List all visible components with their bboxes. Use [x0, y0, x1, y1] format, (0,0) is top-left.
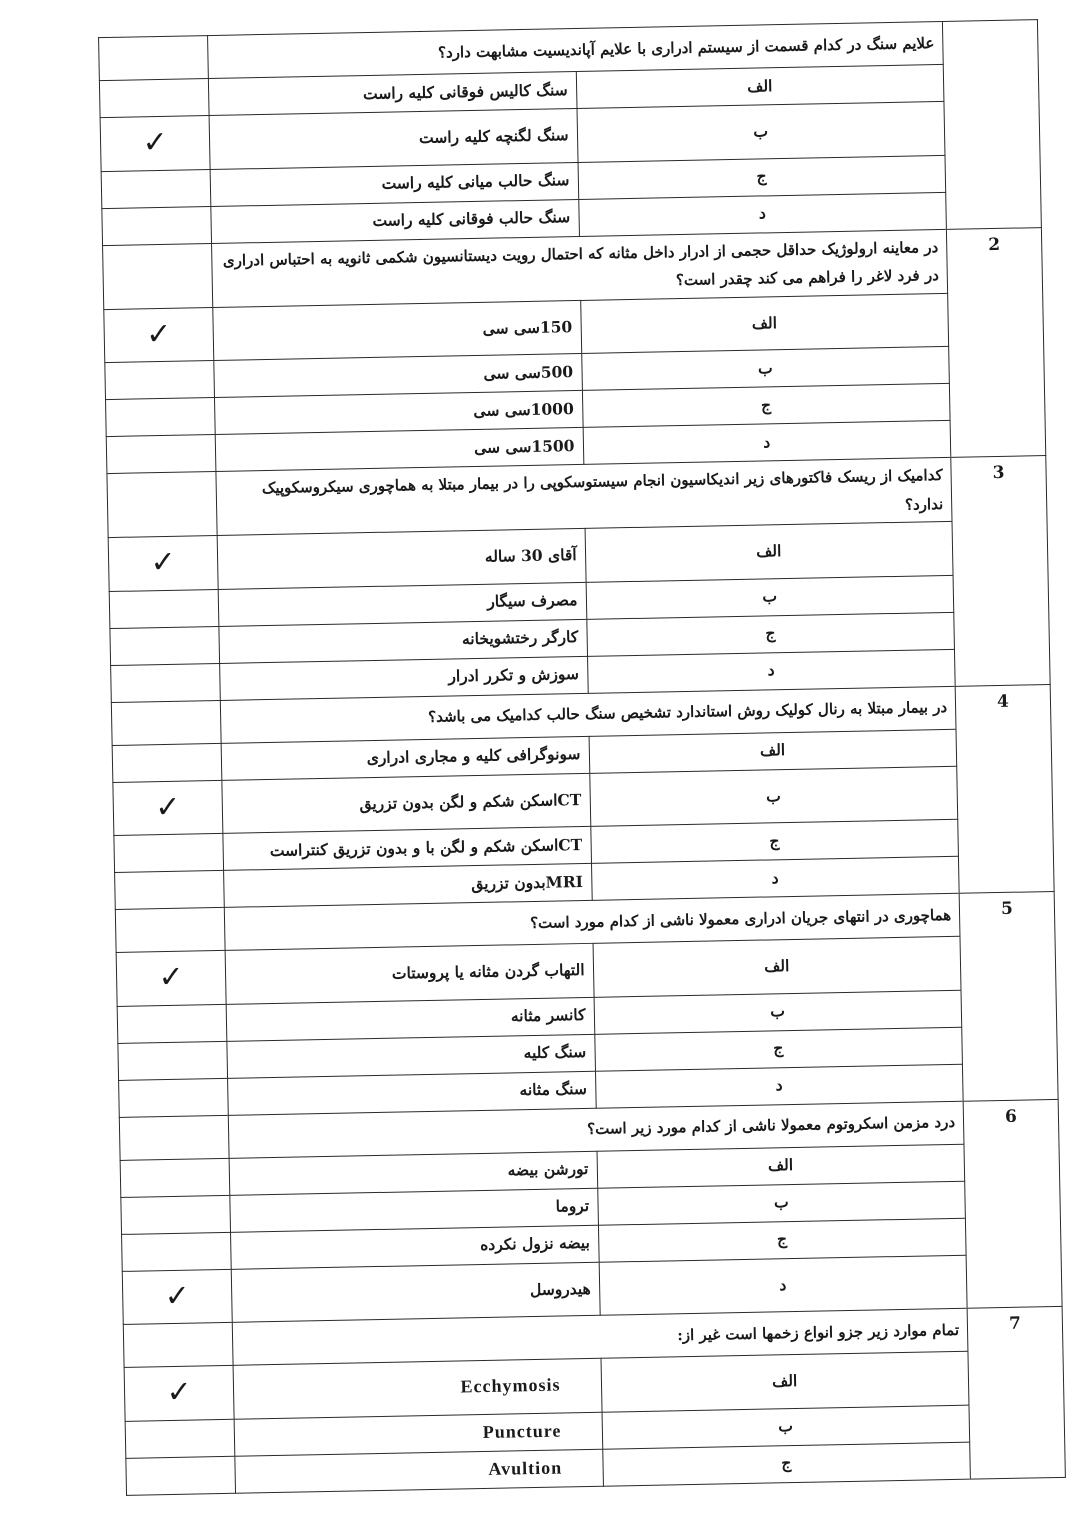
- answer-mark-cell: [99, 36, 209, 81]
- answer-mark-cell: [126, 1456, 236, 1495]
- option-label: سنگ لگنچه کلیه راست: [418, 125, 569, 148]
- option-label: بیضه نزول نکرده: [480, 1233, 590, 1255]
- option-key: د: [591, 856, 959, 900]
- option-key: الف: [576, 64, 944, 108]
- option-label: سنگ حالب فوقانی کلیه راست: [372, 207, 571, 231]
- option-label: سنگ کلیه: [523, 1042, 587, 1063]
- question-text: علایم سنگ در کدام قسمت از سیستم ادراری با علایم آپاندیسیت مشابهت دارد؟: [208, 21, 944, 78]
- answer-mark-cell: [117, 1004, 227, 1043]
- option-key: الف: [593, 936, 961, 997]
- option-label: مصرف سیگار: [487, 590, 578, 612]
- option-key: ج: [590, 819, 958, 863]
- option-key: الف: [597, 1144, 965, 1188]
- checkmark-icon: ✓: [164, 1278, 191, 1314]
- question-text: درد مزمن اسکروتوم معمولا ناشی از کدام مورد زیر است؟: [228, 1101, 964, 1158]
- option-label: 150سی سی: [482, 316, 573, 338]
- option-key: ج: [582, 383, 950, 427]
- checkmark-icon: ✓: [154, 789, 181, 825]
- answer-mark-cell: [99, 79, 209, 118]
- option-label: سنگ مثانه: [519, 1079, 588, 1100]
- question-number: 6: [963, 1099, 1062, 1308]
- option-label: کانسر مثانه: [510, 1005, 586, 1026]
- option-label: تورشن بیضه: [507, 1159, 589, 1180]
- checkmark-icon: ✓: [150, 544, 177, 581]
- option-label: CTاسکن شکم و لگن بدون تزریق: [359, 789, 582, 814]
- option-key: الف: [585, 521, 953, 582]
- question-number: 5: [959, 891, 1058, 1100]
- option-label: MRIبدون تزریق: [471, 871, 584, 894]
- answer-mark-cell: [122, 1269, 232, 1325]
- option-label: 1500سی سی: [473, 436, 575, 457]
- answer-mark-cell: [115, 870, 225, 909]
- question-number: [942, 20, 1041, 229]
- answer-mark-cell: [106, 397, 216, 436]
- answer-mark-cell: [110, 626, 220, 665]
- answer-mark-cell: [123, 1322, 233, 1367]
- exam-sheet: [98, 19, 1066, 1499]
- option-key: ج: [598, 1218, 966, 1262]
- option-key: ج: [602, 1442, 970, 1486]
- question-number: 7: [967, 1306, 1065, 1478]
- option-text: [235, 1449, 603, 1493]
- option-text: [209, 108, 577, 169]
- option-key: ج: [594, 1027, 962, 1071]
- question-text: هماچوری در انتهای جریان ادراری معمولا ناشی از کدام مورد است؟: [224, 893, 960, 950]
- option-key: ب: [602, 1405, 970, 1449]
- option-key: ج: [586, 612, 954, 656]
- option-key: الف: [580, 293, 948, 354]
- answer-mark-cell: [120, 1158, 230, 1197]
- option-key: الف: [601, 1351, 969, 1412]
- answer-mark-cell: [122, 1232, 232, 1271]
- answer-mark-cell: [124, 1365, 234, 1421]
- option-key: د: [595, 1064, 963, 1108]
- answer-mark-cell: [111, 700, 221, 745]
- question-number: 4: [955, 684, 1054, 893]
- option-label: سونوگرافی کلیه و مجاری ادراری: [366, 744, 581, 768]
- option-key: د: [578, 192, 946, 236]
- option-text: [213, 300, 581, 361]
- option-label: آقای 30 ساله: [484, 545, 577, 567]
- option-label: سنگ حالب میانی کلیه راست: [381, 170, 570, 194]
- checkmark-icon: ✓: [158, 959, 185, 996]
- option-label: سوزش و تکرر ادرار: [448, 664, 580, 687]
- option-label: سنگ کالیس فوقانی کلیه راست: [362, 80, 568, 104]
- option-key: ب: [597, 1181, 965, 1225]
- answer-mark-cell: [100, 116, 210, 172]
- option-label: کارگر رختشویخانه: [461, 627, 579, 649]
- answer-mark-cell: [125, 1419, 235, 1458]
- option-key: د: [583, 420, 951, 464]
- option-key: ب: [577, 101, 945, 162]
- question-number: 3: [951, 456, 1050, 686]
- checkmark-icon: ✓: [142, 124, 168, 161]
- option-key: د: [587, 649, 955, 693]
- option-key: د: [599, 1255, 967, 1316]
- answer-mark-cell: [115, 907, 225, 952]
- option-key: ب: [589, 766, 957, 827]
- answer-mark-cell: [109, 589, 219, 628]
- question-number: 2: [946, 227, 1045, 457]
- option-label: 500سی سی: [483, 362, 574, 383]
- option-text: [225, 943, 593, 1004]
- answer-mark-cell: [118, 1041, 228, 1080]
- option-label: Puncture: [482, 1420, 562, 1442]
- option-text: [217, 528, 585, 589]
- option-text: [231, 1262, 599, 1323]
- option-key: ب: [586, 575, 954, 619]
- answer-mark-cell: [116, 950, 226, 1006]
- question-text: در معاینه ارولوژیک حداقل حجمی از ادرار داخل مثانه که احتمال رویت دیستانسیون شکمی ثانویه به احتباس ادراری در فرد لاغر را فراهم می کند چقدر است؟: [212, 229, 948, 307]
- answer-mark-cell: [119, 1115, 229, 1160]
- question-text: در بیمار مبتلا به رنال کولیک روش استاندارد تشخیص سنگ حالب کدامیک می باشد؟: [220, 686, 956, 743]
- answer-mark-cell: [102, 206, 212, 245]
- option-text: [222, 773, 590, 834]
- question-text: تمام موارد زیر جزو انواع زخمها است غیر از:: [232, 1308, 968, 1365]
- option-label: Avultion: [488, 1457, 563, 1479]
- answer-mark-cell: [104, 307, 214, 363]
- answer-mark-cell: [112, 743, 222, 782]
- question-text: کدامیک از ریسک فاکتورهای زیر اندیکاسیون انجام سیستوسکوپی را در بیمار مبتلا به هماچوری سیکروسکوپیک ندارد؟: [216, 457, 952, 535]
- option-key: الف: [589, 729, 957, 773]
- option-label: تروما: [555, 1196, 590, 1217]
- option-key: ب: [581, 346, 949, 390]
- answer-mark-cell: [114, 833, 224, 872]
- answer-mark-cell: [107, 471, 217, 537]
- answer-mark-cell: [119, 1078, 229, 1117]
- checkmark-icon: ✓: [166, 1374, 192, 1411]
- question-table: [98, 19, 1066, 1495]
- option-key: ج: [578, 155, 946, 199]
- answer-mark-cell: [113, 780, 223, 836]
- answer-mark-cell: [111, 663, 221, 702]
- option-label: التهاب گردن مثانه یا پروستات: [391, 960, 585, 983]
- answer-mark-cell: [121, 1195, 231, 1234]
- option-label: 1000سی سی: [473, 399, 574, 421]
- answer-mark-cell: [106, 434, 216, 473]
- option-key: ب: [594, 990, 962, 1034]
- option-label: CTاسکن شکم و لگن با و بدون تزریق کنتراست: [269, 834, 583, 860]
- option-text: [233, 1358, 601, 1419]
- answer-mark-cell: [101, 169, 211, 208]
- answer-mark-cell: [105, 360, 215, 399]
- option-label: هیدروسل: [529, 1278, 591, 1299]
- answer-mark-cell: [103, 243, 213, 309]
- checkmark-icon: ✓: [145, 316, 172, 352]
- answer-mark-cell: [108, 535, 218, 591]
- option-label: Ecchymosis: [460, 1374, 561, 1397]
